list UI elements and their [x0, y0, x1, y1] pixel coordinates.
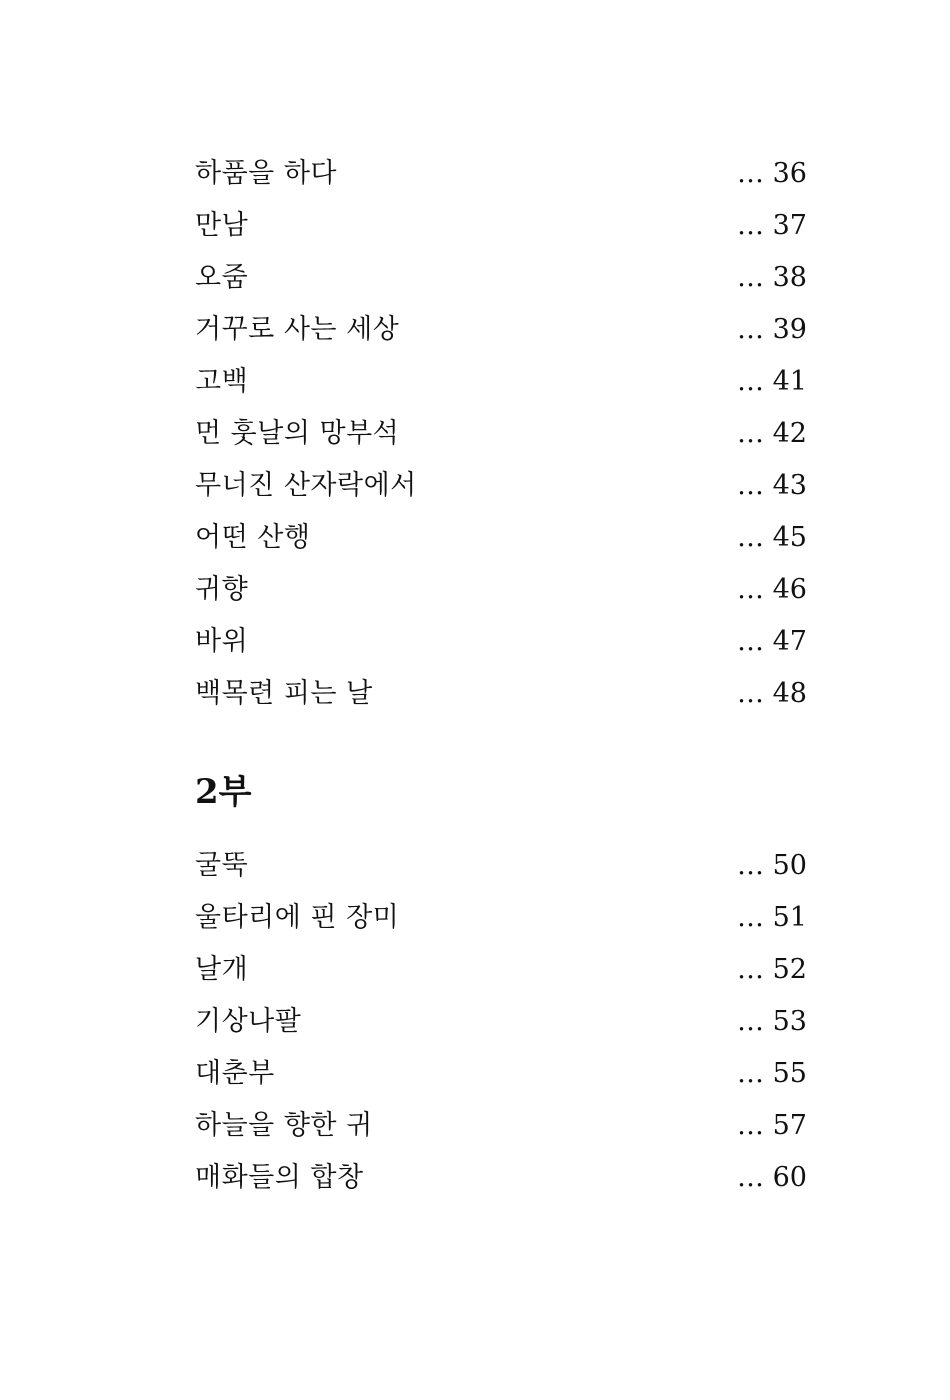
toc-entry-title: 거꾸로 사는 세상	[195, 314, 400, 345]
toc-entry-title: 오줌	[195, 262, 249, 293]
part-2-list	[195, 840, 807, 1204]
toc-entry-page: … 60	[737, 1162, 807, 1193]
toc-entry-page: … 57	[737, 1110, 807, 1141]
toc-entry-page: … 43	[737, 470, 807, 501]
toc-entry-title: 귀향	[195, 574, 249, 605]
toc-entry[interactable]	[195, 356, 807, 408]
part-1-list	[195, 148, 807, 720]
toc-entry-page: … 39	[737, 314, 807, 345]
toc-entry-title: 먼 훗날의 망부석	[195, 418, 400, 449]
toc-entry-title: 대춘부	[195, 1058, 275, 1089]
toc-entry-title: 고백	[195, 366, 249, 397]
toc-entry[interactable]	[195, 1152, 807, 1204]
table-of-contents	[195, 148, 807, 1204]
toc-entry-title: 울타리에 핀 장미	[195, 902, 400, 933]
toc-entry-page: … 46	[737, 574, 807, 605]
toc-entry-page: … 38	[737, 262, 807, 293]
toc-entry-page: … 36	[737, 158, 807, 189]
toc-entry-title: 무너진 산자락에서	[195, 470, 417, 501]
toc-entry-title: 날개	[195, 954, 249, 985]
toc-entry[interactable]	[195, 200, 807, 252]
toc-entry-page: … 52	[737, 954, 807, 985]
toc-entry-page: … 50	[737, 850, 807, 881]
toc-entry-page: … 42	[737, 418, 807, 449]
toc-entry-title: 백목련 피는 날	[195, 678, 373, 709]
toc-entry-title: 기상나팔	[195, 1006, 302, 1037]
toc-entry-page: … 51	[737, 902, 807, 933]
toc-entry-title: 만남	[195, 210, 249, 241]
toc-entry[interactable]	[195, 304, 807, 356]
toc-entry[interactable]	[195, 1100, 807, 1152]
toc-entry-page: … 45	[737, 522, 807, 553]
toc-entry-page: … 41	[737, 366, 807, 397]
toc-entry[interactable]	[195, 840, 807, 892]
toc-entry-page: … 48	[737, 678, 807, 709]
toc-entry[interactable]	[195, 616, 807, 668]
toc-entry-page: … 55	[737, 1058, 807, 1089]
toc-entry[interactable]	[195, 512, 807, 564]
toc-entry-page: … 37	[737, 210, 807, 241]
toc-entry[interactable]	[195, 996, 807, 1048]
toc-entry[interactable]	[195, 944, 807, 996]
toc-entry-title: 하늘을 향한 귀	[195, 1110, 373, 1141]
toc-entry-page: … 53	[737, 1006, 807, 1037]
toc-entry[interactable]	[195, 564, 807, 616]
toc-entry[interactable]	[195, 460, 807, 512]
toc-entry[interactable]	[195, 408, 807, 460]
toc-entry-title: 굴뚝	[195, 850, 249, 881]
toc-entry[interactable]	[195, 668, 807, 720]
toc-entry-title: 바위	[195, 626, 249, 657]
toc-entry[interactable]	[195, 892, 807, 944]
toc-entry[interactable]	[195, 252, 807, 304]
toc-entry[interactable]	[195, 1048, 807, 1100]
toc-entry-title: 어떤 산행	[195, 522, 311, 553]
section-heading-part-2: 2부	[195, 772, 252, 812]
toc-entry[interactable]	[195, 148, 807, 200]
toc-entry-page: … 47	[737, 626, 807, 657]
toc-entry-title: 하품을 하다	[195, 158, 337, 189]
toc-entry-title: 매화들의 합창	[195, 1162, 364, 1193]
